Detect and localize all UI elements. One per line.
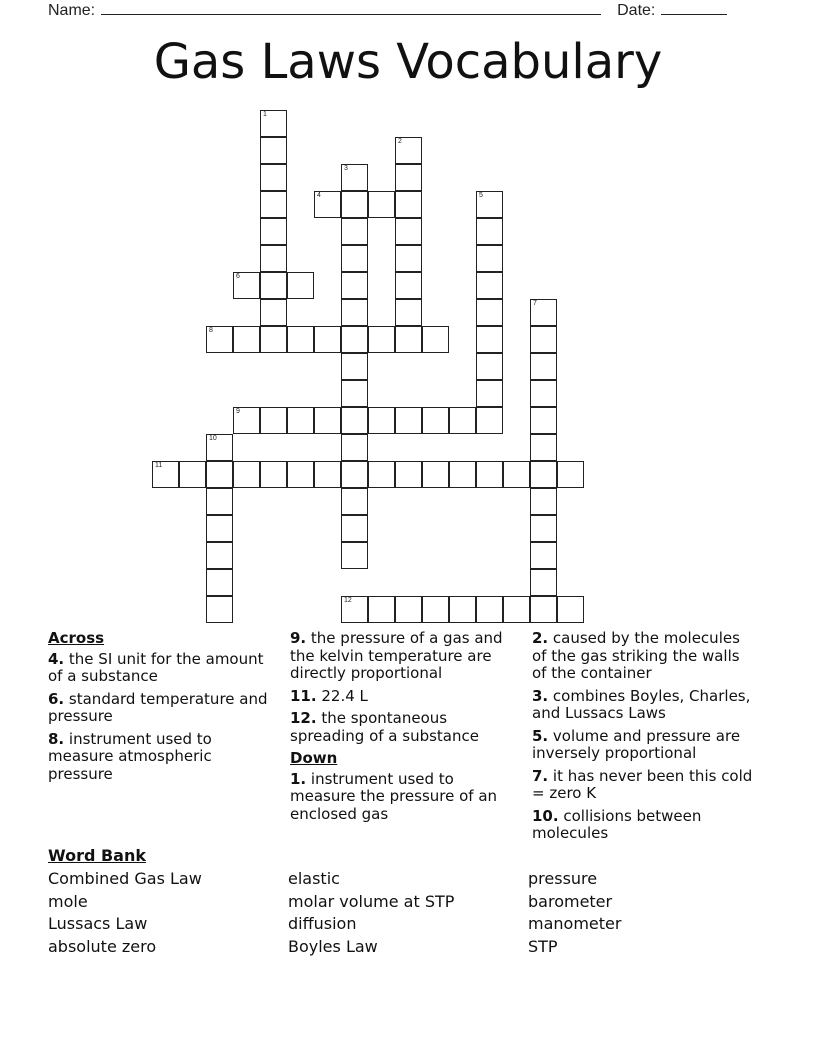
crossword-cell[interactable] (530, 299, 557, 326)
crossword-cell[interactable] (233, 326, 260, 353)
crossword-cell[interactable] (260, 110, 287, 137)
crossword-cell[interactable] (260, 245, 287, 272)
crossword-cell[interactable] (206, 569, 233, 596)
crossword-cell[interactable] (476, 245, 503, 272)
word-bank-item: barometer (528, 891, 613, 911)
crossword-cell[interactable] (476, 461, 503, 488)
crossword-cell[interactable] (395, 299, 422, 326)
crossword-cell[interactable] (395, 407, 422, 434)
crossword-cell[interactable] (557, 461, 584, 488)
crossword-cell[interactable] (368, 326, 395, 353)
clue-across-6: 6. standard temperature and pressure (48, 689, 268, 725)
crossword-cell[interactable] (395, 164, 422, 191)
crossword-cell[interactable] (287, 407, 314, 434)
crossword-cell[interactable] (341, 164, 368, 191)
crossword-cell[interactable] (341, 326, 368, 353)
word-bank-item: elastic (288, 869, 340, 888)
clue-down-2: 2. caused by the molecules of the gas striking the walls of the container (532, 629, 740, 682)
crossword-cell[interactable] (476, 596, 503, 623)
crossword-cell[interactable] (476, 407, 503, 434)
crossword-cell[interactable] (341, 191, 368, 218)
clue-number: 11 (155, 462, 163, 469)
crossword-cell[interactable] (260, 164, 287, 191)
crossword-cell[interactable] (368, 461, 395, 488)
crossword-cell[interactable] (395, 461, 422, 488)
clue-across-11: 11. 22.4 L (290, 686, 368, 705)
crossword-cell[interactable] (422, 461, 449, 488)
crossword-cell[interactable] (260, 299, 287, 326)
crossword-cell[interactable] (530, 407, 557, 434)
crossword-cell[interactable] (287, 461, 314, 488)
crossword-cell[interactable] (368, 596, 395, 623)
crossword-cell[interactable] (395, 326, 422, 353)
page-title: Gas Laws Vocabulary (153, 34, 663, 90)
crossword-cell[interactable] (260, 272, 287, 299)
crossword-cell[interactable] (476, 218, 503, 245)
clue-across-9: 9. the pressure of a gas and the kelvin temperature are directly proportional (290, 629, 503, 682)
crossword-cell[interactable] (314, 191, 341, 218)
crossword-cell[interactable] (530, 326, 557, 353)
crossword-cell[interactable] (260, 218, 287, 245)
crossword-cell[interactable] (233, 461, 260, 488)
word-bank-column-2 (288, 868, 454, 958)
clue-across-8: 8. instrument used to measure atmospheric pressure (48, 729, 212, 783)
crossword-cell[interactable] (341, 272, 368, 299)
clue-across-4: 4. the SI unit for the amount of a substance (48, 649, 264, 685)
word-bank-item: diffusion (288, 914, 357, 934)
clue-number: 1 (263, 111, 267, 118)
crossword-cell[interactable] (314, 461, 341, 488)
down-heading: Down (290, 749, 338, 767)
word-bank-item: manometer (528, 914, 622, 934)
crossword-cell[interactable] (341, 245, 368, 272)
crossword-cell[interactable] (341, 542, 368, 569)
crossword-cell[interactable] (260, 326, 287, 353)
clue-number: 8 (209, 327, 213, 334)
crossword-cell[interactable] (260, 461, 287, 488)
word-bank-column-3 (528, 868, 621, 958)
crossword-cell[interactable] (368, 191, 395, 218)
crossword-cell[interactable] (206, 515, 233, 542)
crossword-cell[interactable] (476, 380, 503, 407)
crossword-cell[interactable] (287, 272, 314, 299)
crossword-cell[interactable] (476, 353, 503, 380)
crossword-cell[interactable] (314, 326, 341, 353)
crossword-cell[interactable] (422, 326, 449, 353)
word-bank-item: Boyles Law (288, 936, 378, 956)
crossword-cell[interactable] (395, 137, 422, 164)
word-bank-item: Lussacs Law (48, 914, 148, 934)
crossword-cell[interactable] (233, 407, 260, 434)
crossword-cell[interactable] (530, 596, 557, 623)
crossword-cell[interactable] (530, 569, 557, 596)
crossword-cell[interactable] (314, 407, 341, 434)
clue-number: 3 (344, 165, 348, 172)
crossword-cell[interactable] (260, 191, 287, 218)
crossword-cell[interactable] (395, 191, 422, 218)
clue-down-5: 5. volume and pressure are inversely proportional (532, 726, 741, 762)
crossword-cell[interactable] (368, 407, 395, 434)
crossword-cell[interactable] (476, 299, 503, 326)
crossword-cell[interactable] (260, 407, 287, 434)
word-bank-item: absolute zero (48, 936, 157, 956)
crossword-cell[interactable] (530, 353, 557, 380)
word-bank-item: Combined Gas Law (48, 869, 202, 888)
crossword-cell[interactable] (530, 515, 557, 542)
clue-column-2 (290, 630, 515, 828)
clue-number: 4 (317, 192, 321, 199)
crossword-cell[interactable] (503, 461, 530, 488)
crossword-cell[interactable] (341, 407, 368, 434)
word-bank-item: mole (48, 891, 88, 911)
clue-number: 5 (479, 192, 483, 199)
word-bank-item: pressure (528, 869, 598, 888)
crossword-cell[interactable] (530, 542, 557, 569)
crossword-cell[interactable] (395, 596, 422, 623)
crossword-cell[interactable] (395, 272, 422, 299)
clue-column-3 (532, 630, 757, 848)
crossword-cell[interactable] (260, 137, 287, 164)
crossword-cell[interactable] (530, 488, 557, 515)
name-label: Name: (48, 2, 96, 19)
crossword-cell[interactable] (341, 434, 368, 461)
clue-number: 2 (398, 138, 402, 145)
word-bank-heading: Word Bank (48, 846, 147, 865)
crossword-cell[interactable] (152, 461, 179, 488)
crossword-cell[interactable] (341, 596, 368, 623)
clue-down-10: 10. collisions between molecules (532, 806, 702, 842)
crossword-cell[interactable] (476, 326, 503, 353)
clue-number: 9 (236, 408, 240, 415)
crossword-cell[interactable] (206, 326, 233, 353)
date-label: Date: (617, 2, 656, 19)
crossword-cell[interactable] (341, 515, 368, 542)
clue-number: 10 (209, 435, 217, 442)
crossword-cell[interactable] (395, 245, 422, 272)
crossword-cell[interactable] (341, 380, 368, 407)
crossword-cell[interactable] (449, 461, 476, 488)
crossword-cell[interactable] (233, 272, 260, 299)
crossword-cell[interactable] (206, 434, 233, 461)
clue-number: 6 (236, 273, 240, 280)
crossword-cell[interactable] (422, 596, 449, 623)
crossword-cell[interactable] (341, 488, 368, 515)
crossword-cell[interactable] (341, 218, 368, 245)
crossword-cell[interactable] (395, 218, 422, 245)
crossword-cell[interactable] (206, 596, 233, 623)
crossword-cell[interactable] (476, 272, 503, 299)
clue-down-3: 3. combines Boyles, Charles, and Lussacs Laws (532, 686, 751, 722)
crossword-cell[interactable] (341, 461, 368, 488)
crossword-cell[interactable] (206, 461, 233, 488)
crossword-cell[interactable] (503, 596, 530, 623)
clue-down-1: 1. instrument used to measure the pressure of an enclosed gas (290, 769, 498, 823)
crossword-cell[interactable] (422, 407, 449, 434)
clue-number: 7 (533, 300, 537, 307)
crossword-cell[interactable] (206, 488, 233, 515)
word-bank-column-1 (48, 868, 202, 958)
crossword-cell[interactable] (530, 434, 557, 461)
crossword-cell[interactable] (476, 191, 503, 218)
crossword-cell[interactable] (530, 380, 557, 407)
crossword-cell[interactable] (530, 461, 557, 488)
crossword-cell[interactable] (557, 596, 584, 623)
crossword-cell[interactable] (206, 542, 233, 569)
crossword-cell[interactable] (341, 299, 368, 326)
clue-across-12: 12. the spontaneous spreading of a substance (290, 709, 479, 745)
clue-column-1 (48, 630, 273, 788)
across-heading: Across (48, 629, 105, 647)
clue-number: 12 (344, 597, 352, 604)
crossword-cell[interactable] (341, 353, 368, 380)
clue-down-7: 7. it has never been this cold = zero K (532, 766, 753, 802)
word-bank-item: molar volume at STP (288, 891, 455, 911)
word-bank-item: STP (528, 936, 558, 956)
crossword-cell[interactable] (287, 326, 314, 353)
crossword-cell[interactable] (179, 461, 206, 488)
crossword-cell[interactable] (449, 407, 476, 434)
crossword-cell[interactable] (449, 596, 476, 623)
